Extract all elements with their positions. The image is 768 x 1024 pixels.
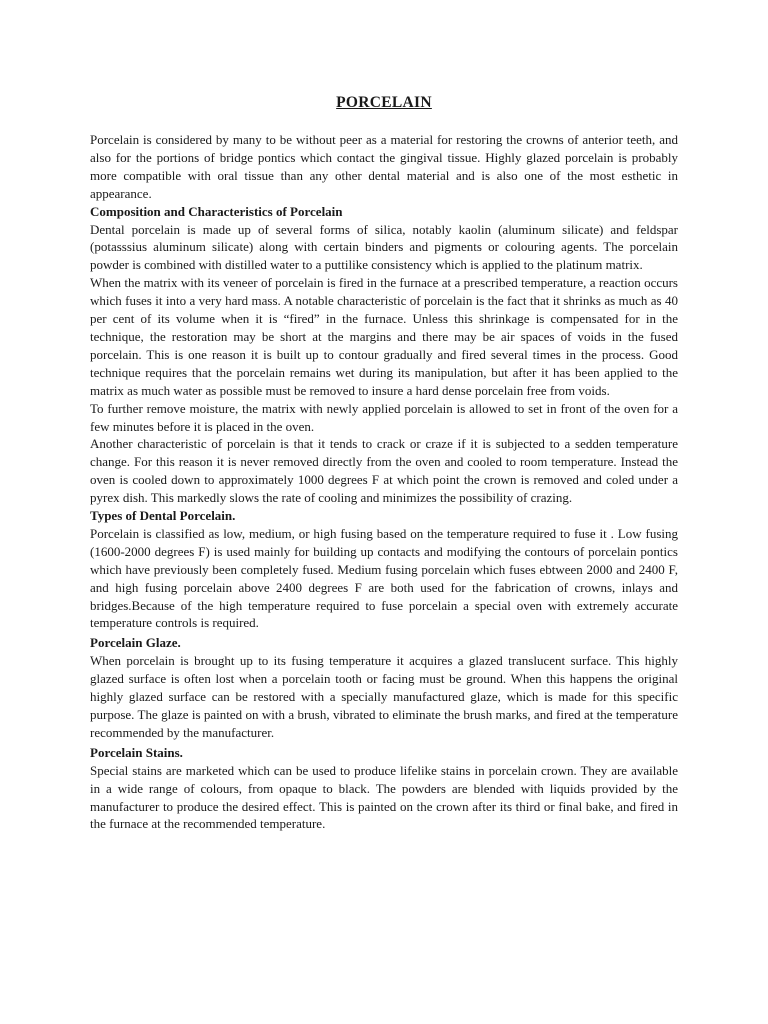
paragraph-moisture: To further remove moisture, the matrix with newly applied porcelain is allowed to set in front of the oven for a few minutes before it is placed in the oven.	[90, 400, 678, 434]
heading-stains: Porcelain Stains.	[90, 744, 183, 760]
heading-composition: Composition and Characteristics of Porcelain	[90, 203, 343, 219]
paragraph-stains: Special stains are marketed which can be used to produce lifelike stains in porcelain crown. They are available in a wide range of colours, from opaque to black. The powders are blended with liquids provided by the manufacturer to produce the desired effect. This is painted on the crown after its third or final bake, and fired in the furnace at the recommended temperature.	[90, 762, 678, 832]
paragraph-firing: When the matrix with its veneer of porcelain is fired in the furnace at a prescribed temperature, a reaction occurs which fuses it into a very hard mass. A notable characteristic of porcelain is the fact that it shrinks as much as 40 per cent of its volume when it is “fired” in the furnace. Unless this shrinkage is compensated for in the technique, the restoration may be short at the margins and there may be air spaces of voids in the fused porcelain. This is one reason it is built up to contour gradually and fired several times in the process. Good technique requires that the porcelain remains wet during its manipulation, but after it has been applied to the matrix as much water as possible must be removed to insure a hard dense porcelain free from voids.	[90, 275, 678, 398]
heading-types: Types of Dental Porcelain.	[90, 508, 236, 524]
paragraph-types: Porcelain is classified as low, medium, or high fusing based on the temperature required to fuse it . Low fusing (1600-2000 degrees F) is used mainly for building up contacts and modifying the contours of porcelain pontics which have previously been completely fused. Medium fusing porcelain which fuses ebtween 2000 and 2400 F, and high fusing porcelain above 2400 degrees F are both used for the fabrication of crowns, inlays and bridges.Because of the high temperature required to fuse porcelain a special oven with extremely accurate temperature controls is required.	[90, 525, 678, 631]
document-title: PORCELAIN	[336, 94, 432, 111]
paragraph-glaze: When porcelain is brought up to its fusing temperature it acquires a glazed translucent surface. This highly glazed surface is often lost when a porcelain tooth or facing must be ground. When this happens the original highly glazed surface can be restored with a specially manufactured glaze, which is made for this specific purpose. The glaze is painted on with a brush, vibrated to eliminate the brush marks, and fired at the temperature recommended by the manufacturer.	[90, 653, 678, 740]
paragraph-crazing: Another characteristic of porcelain is that it tends to crack or craze if it is subjected to a sedden temperature change. For this reason it is never removed directly from the oven and cooled to room temperature. Instead the oven is cooled down to approximately 1000 degrees F at which point the crown is removed and coled under a pyrex dish. This markedly slows the rate of cooling and minimizes the possibility of crazing.	[90, 436, 678, 506]
document-page	[90, 94, 678, 833]
heading-glaze: Porcelain Glaze.	[90, 635, 181, 651]
paragraph-composition: Dental porcelain is made up of several forms of silica, notably kaolin (aluminum silicate) and feldspar (potasssius aluminum silicate) along with certain binders and pigments or colouring agents. The porcelain powder is combined with distilled water to a puttilike consistency which is applied to the platinum matrix.	[90, 221, 678, 273]
paragraph-introduction: Porcelain is considered by many to be without peer as a material for restoring the crowns of anterior teeth, and also for the portions of bridge pontics which contact the gingival tissue. Highly glazed porcelain is probably more compatible with oral tissue than any other dental material and is also one of the most esthetic in appearance.	[90, 132, 678, 201]
